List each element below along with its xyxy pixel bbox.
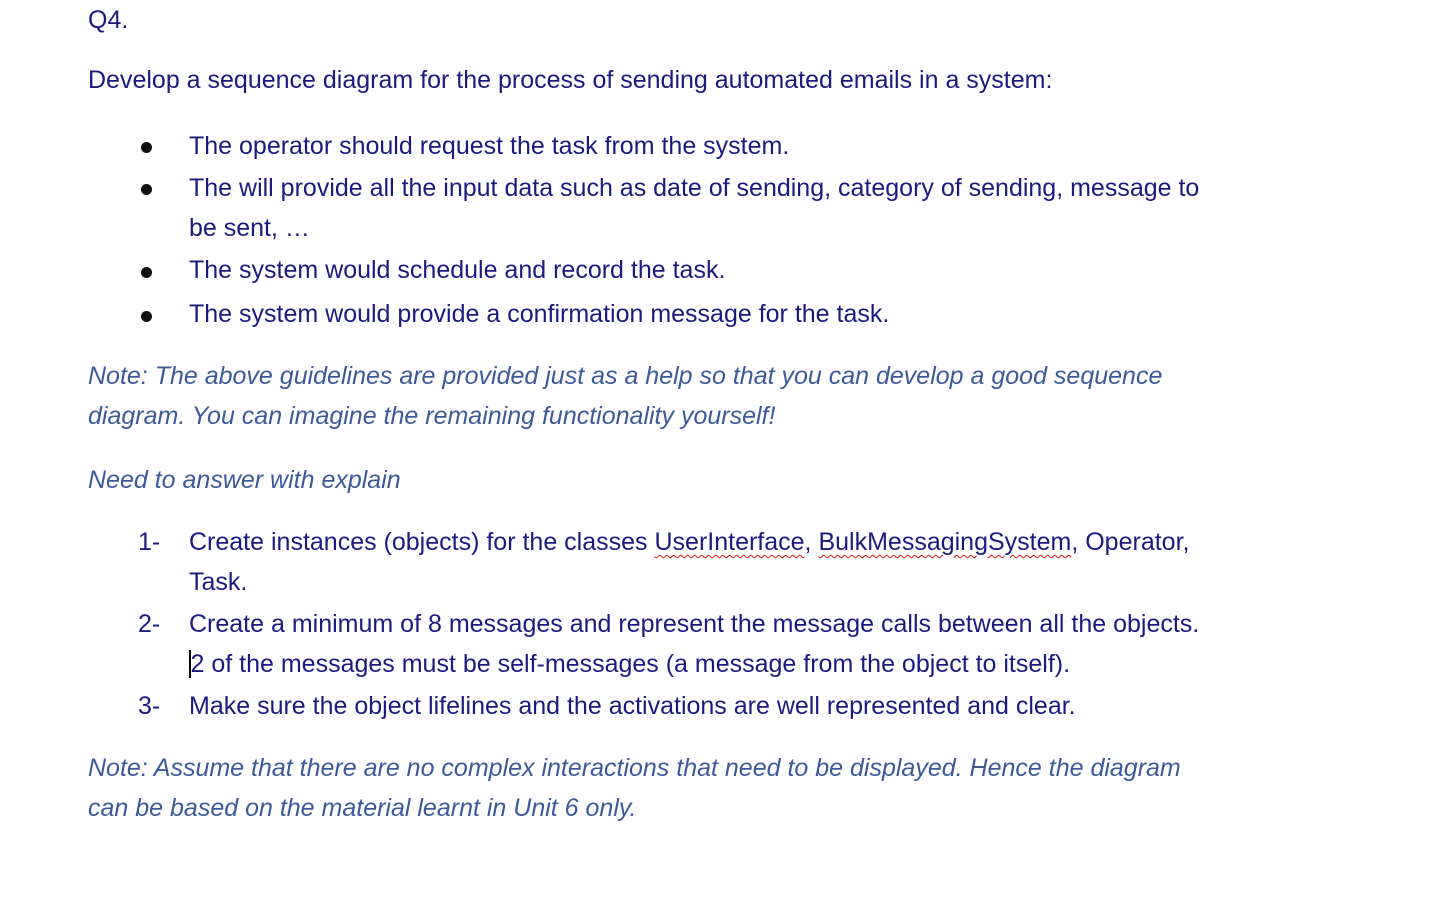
guideline-item-continuation: be sent, … bbox=[189, 214, 310, 242]
question-label: Q4. bbox=[88, 6, 129, 34]
bullet-icon bbox=[141, 267, 152, 278]
separator: , bbox=[804, 528, 819, 556]
note-line: diagram. You can imagine the remaining functionality yourself! bbox=[88, 402, 776, 430]
task-line-continuation bbox=[189, 650, 1070, 679]
intro-text: Develop a sequence diagram for the process of sending automated emails in a system: bbox=[88, 66, 1053, 94]
task-line: Create a minimum of 8 messages and represent the message calls between all the objects. bbox=[189, 610, 1200, 638]
task-line: Make sure the object lifelines and the activations are well represented and clear. bbox=[189, 692, 1076, 720]
task-text: , Operator, bbox=[1071, 528, 1190, 556]
guideline-item: The operator should request the task from the system. bbox=[189, 132, 790, 160]
task-text: Create instances (objects) for the classes bbox=[189, 528, 655, 556]
guideline-item: The system would provide a confirmation message for the task. bbox=[189, 300, 890, 328]
bullet-icon bbox=[141, 184, 152, 195]
bullet-icon bbox=[141, 142, 152, 153]
class-name-userinterface: UserInterface bbox=[654, 528, 805, 556]
task-number: 1- bbox=[138, 528, 161, 556]
task-number: 2- bbox=[138, 610, 161, 638]
guideline-item: The will provide all the input data such as date of sending, category of sending, message to bbox=[189, 174, 1200, 202]
task-line bbox=[189, 528, 1189, 557]
bullet-icon bbox=[141, 311, 152, 322]
class-name-bulkmessagingsystem: BulkMessagingSystem bbox=[818, 528, 1072, 556]
note-line: can be based on the material learnt in Unit 6 only. bbox=[88, 794, 637, 822]
task-number: 3- bbox=[138, 692, 161, 720]
task-text: 2 of the messages must be self-messages (a message from the object to itself). bbox=[190, 650, 1071, 678]
note-line: Note: The above guidelines are provided just as a help so that you can develop a good sequence bbox=[88, 362, 1163, 390]
task-line-continuation: Task. bbox=[189, 568, 248, 596]
note-line: Note: Assume that there are no complex interactions that need to be displayed. Hence the diagram bbox=[88, 754, 1181, 782]
instruction-text: Need to answer with explain bbox=[88, 466, 401, 494]
guideline-item: The system would schedule and record the task. bbox=[189, 256, 726, 284]
